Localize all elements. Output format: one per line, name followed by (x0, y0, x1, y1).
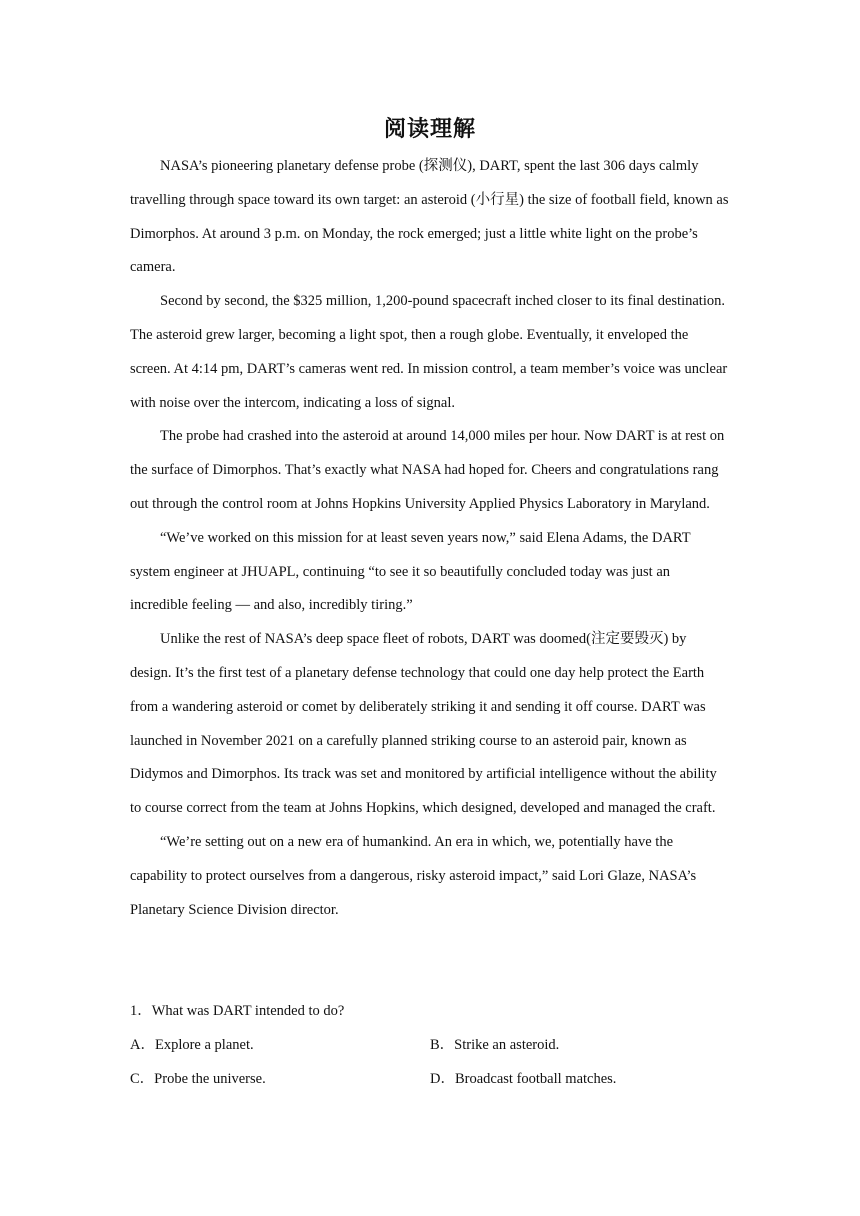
option-a[interactable]: A．Explore a planet. (130, 1036, 254, 1053)
page-title: 阅读理解 (383, 116, 476, 142)
paragraph-5: Unlike the rest of NASA’s deep space fleet of robots, DART was doomed(注定要毁灭) by design. It’s the first test of a planetary defense technology that could one day help protect the Earth from a wandering asteroid or comet by deliberately striking it and sending it off course. DART was launched in November 2021 on a carefully planned striking course to an asteroid pair, known as Didymos and Dimorphos. Its track was set and monitored by artificial intelligence without the ability to course correct from the team at Johns Hopkins, which designed, developed and managed the craft. (130, 631, 717, 817)
paragraph-2: Second by second, the $325 million, 1,200-pound spacecraft inched closer to its final destination. The asteroid grew larger, becoming a light spot, then a rough globe. Eventually, it enveloped the screen. At 4:14 pm, DART’s cameras went red. In mission control, a team member’s voice was unclear with noise over the intercom, indicating a loss of signal. (130, 293, 728, 411)
reading-passage (130, 150, 730, 927)
option-d[interactable]: D．Broadcast football matches. (430, 1070, 617, 1087)
question-stem: 1．What was DART intended to do? (130, 1003, 345, 1019)
paragraph-1: NASA’s pioneering planetary defense probe (探测仪), DART, spent the last 306 days calmly travelling through space toward its own target: an asteroid (小行星) the size of football field, known as Dimorphos. At around 3 p.m. on Monday, the rock emerged; just a little white light on the probe’s camera. (130, 158, 729, 276)
question-block (130, 995, 730, 1097)
paragraph-6: “We’re setting out on a new era of humankind. An era in which, we, potentially have the capability to protect ourselves from a dangerous, risky asteroid impact,” said Lori Glaze, NASA’s Planetary Science Division director. (130, 833, 697, 918)
paragraph-4: “We’ve worked on this mission for at least seven years now,” said Elena Adams, the DART system engineer at JHUAPL, continuing “to see it so beautifully concluded today was just an incredible feeling — and also, incredibly tiring.” (130, 529, 691, 614)
paragraph-3: The probe had crashed into the asteroid at around 14,000 miles per hour. Now DART is at rest on the surface of Dimorphos. That’s exactly what NASA had hoped for. Cheers and congratulations rang out through the control room at Johns Hopkins University Applied Physics Laboratory in Maryland. (130, 428, 725, 512)
option-c[interactable]: C．Probe the universe. (130, 1070, 266, 1087)
option-b[interactable]: B．Strike an asteroid. (430, 1036, 560, 1053)
answer-options (130, 1029, 730, 1097)
